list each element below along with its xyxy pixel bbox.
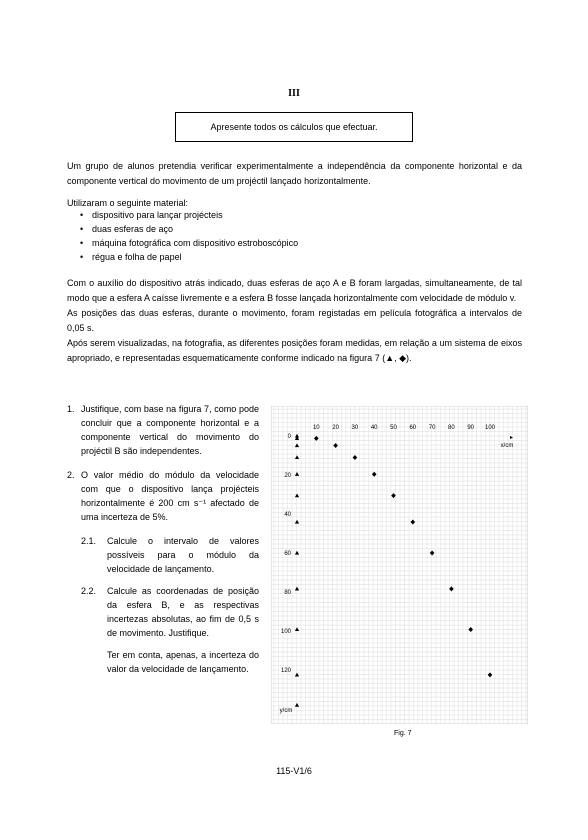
question-number: 2. (67, 470, 75, 480)
question-text: Calcule o intervalo de valores possíveis para o módulo da velocidade de lançamento. (107, 536, 259, 574)
question-2 (67, 468, 259, 524)
question-number: 1. (67, 404, 75, 414)
material-list (80, 208, 298, 264)
notice-box (175, 112, 413, 142)
notice-text: Apresente todos os cálculos que efectuar. (210, 122, 378, 132)
x-tick-label: 100 (484, 425, 496, 431)
description-line: Após serem visualizadas, na fotografia, as diferentes posições foram medidas, em relação a um sistema de eixos apropriado, e representadas esquematicamente conforme indicado na figura 7 (▲, ◆). (67, 338, 522, 363)
y-tick-label: 20 (284, 473, 291, 479)
y-tick-label: 0 (287, 434, 291, 440)
y-tick-label: 80 (284, 590, 291, 596)
description-line: As posições das duas esferas, durante o movimento, foram registadas em película fotográfica a intervalos de 0,05 s. (67, 308, 522, 333)
question-text: Calcule as coordenadas de posição da esfera B, e as respectivas incertezas absolutas, ao fim de 0,5 s de movimento. Justifique. (107, 586, 259, 638)
list-item: • dispositivo para lançar projécteis (80, 208, 298, 222)
question-1 (67, 402, 259, 458)
y-tick-label: 40 (284, 512, 291, 518)
questions-column (67, 402, 259, 676)
figure-caption: Fig. 7 (394, 730, 412, 737)
description-block (67, 276, 522, 366)
question-number: 2.1. (81, 536, 97, 546)
x-axis-label: x/cm (500, 443, 514, 449)
question-number: 2.2. (81, 586, 97, 596)
page-footer: 115-V1/6 (276, 766, 312, 776)
x-tick-label: 90 (467, 425, 475, 431)
description-line: Com o auxílio do dispositivo atrás indicado, duas esferas de aço A e B foram largadas, simultaneamente, de tal modo que a esfera A caísse livremente e a esfera B fosse lançada horizontalmente com velocidade de módulo v. (67, 278, 522, 303)
x-tick-label: 40 (370, 425, 378, 431)
y-axis-label: y/cm (279, 708, 293, 714)
scatter-chart (271, 406, 528, 724)
y-tick-label: 120 (280, 668, 291, 674)
x-tick-label: 70 (428, 425, 436, 431)
section-number: III (288, 88, 300, 99)
x-tick-label: 20 (332, 425, 339, 431)
x-tick-label: 10 (312, 425, 320, 431)
question-text: O valor médio do módulo da velocidade com que o dispositivo lança projécteis horizontalmente é 200 cm s⁻¹ afectado de uma incerteza de 5%. (81, 470, 259, 522)
question-text: Justifique, com base na figura 7, como pode concluir que a componente horizontal e a componente vertical do movimento do projéctil B são independentes. (81, 404, 259, 456)
figure-7 (271, 406, 528, 724)
x-tick-label: 30 (351, 425, 359, 431)
question-2-1 (81, 534, 259, 576)
x-tick-label: 50 (390, 425, 397, 431)
list-item: • máquina fotográfica com dispositivo estroboscópico (80, 236, 298, 250)
y-tick-label: 60 (284, 551, 291, 557)
question-note: Ter em conta, apenas, a incerteza do valor da velocidade de lançamento. (107, 650, 259, 674)
y-tick-label: 100 (280, 629, 291, 635)
intro-paragraph: Um grupo de alunos pretendia verificar experimentalmente a independência da componente horizontal e da componente vertical do movimento de um projéctil lançado horizontalmente. (67, 161, 522, 186)
material-heading: Utilizaram o seguinte material: (67, 198, 189, 208)
x-tick-label: 80 (448, 425, 455, 431)
question-2-2 (81, 584, 259, 640)
list-item: • duas esferas de aço (80, 222, 298, 236)
x-tick-label: 60 (409, 425, 417, 431)
list-item: • régua e folha de papel (80, 250, 298, 264)
